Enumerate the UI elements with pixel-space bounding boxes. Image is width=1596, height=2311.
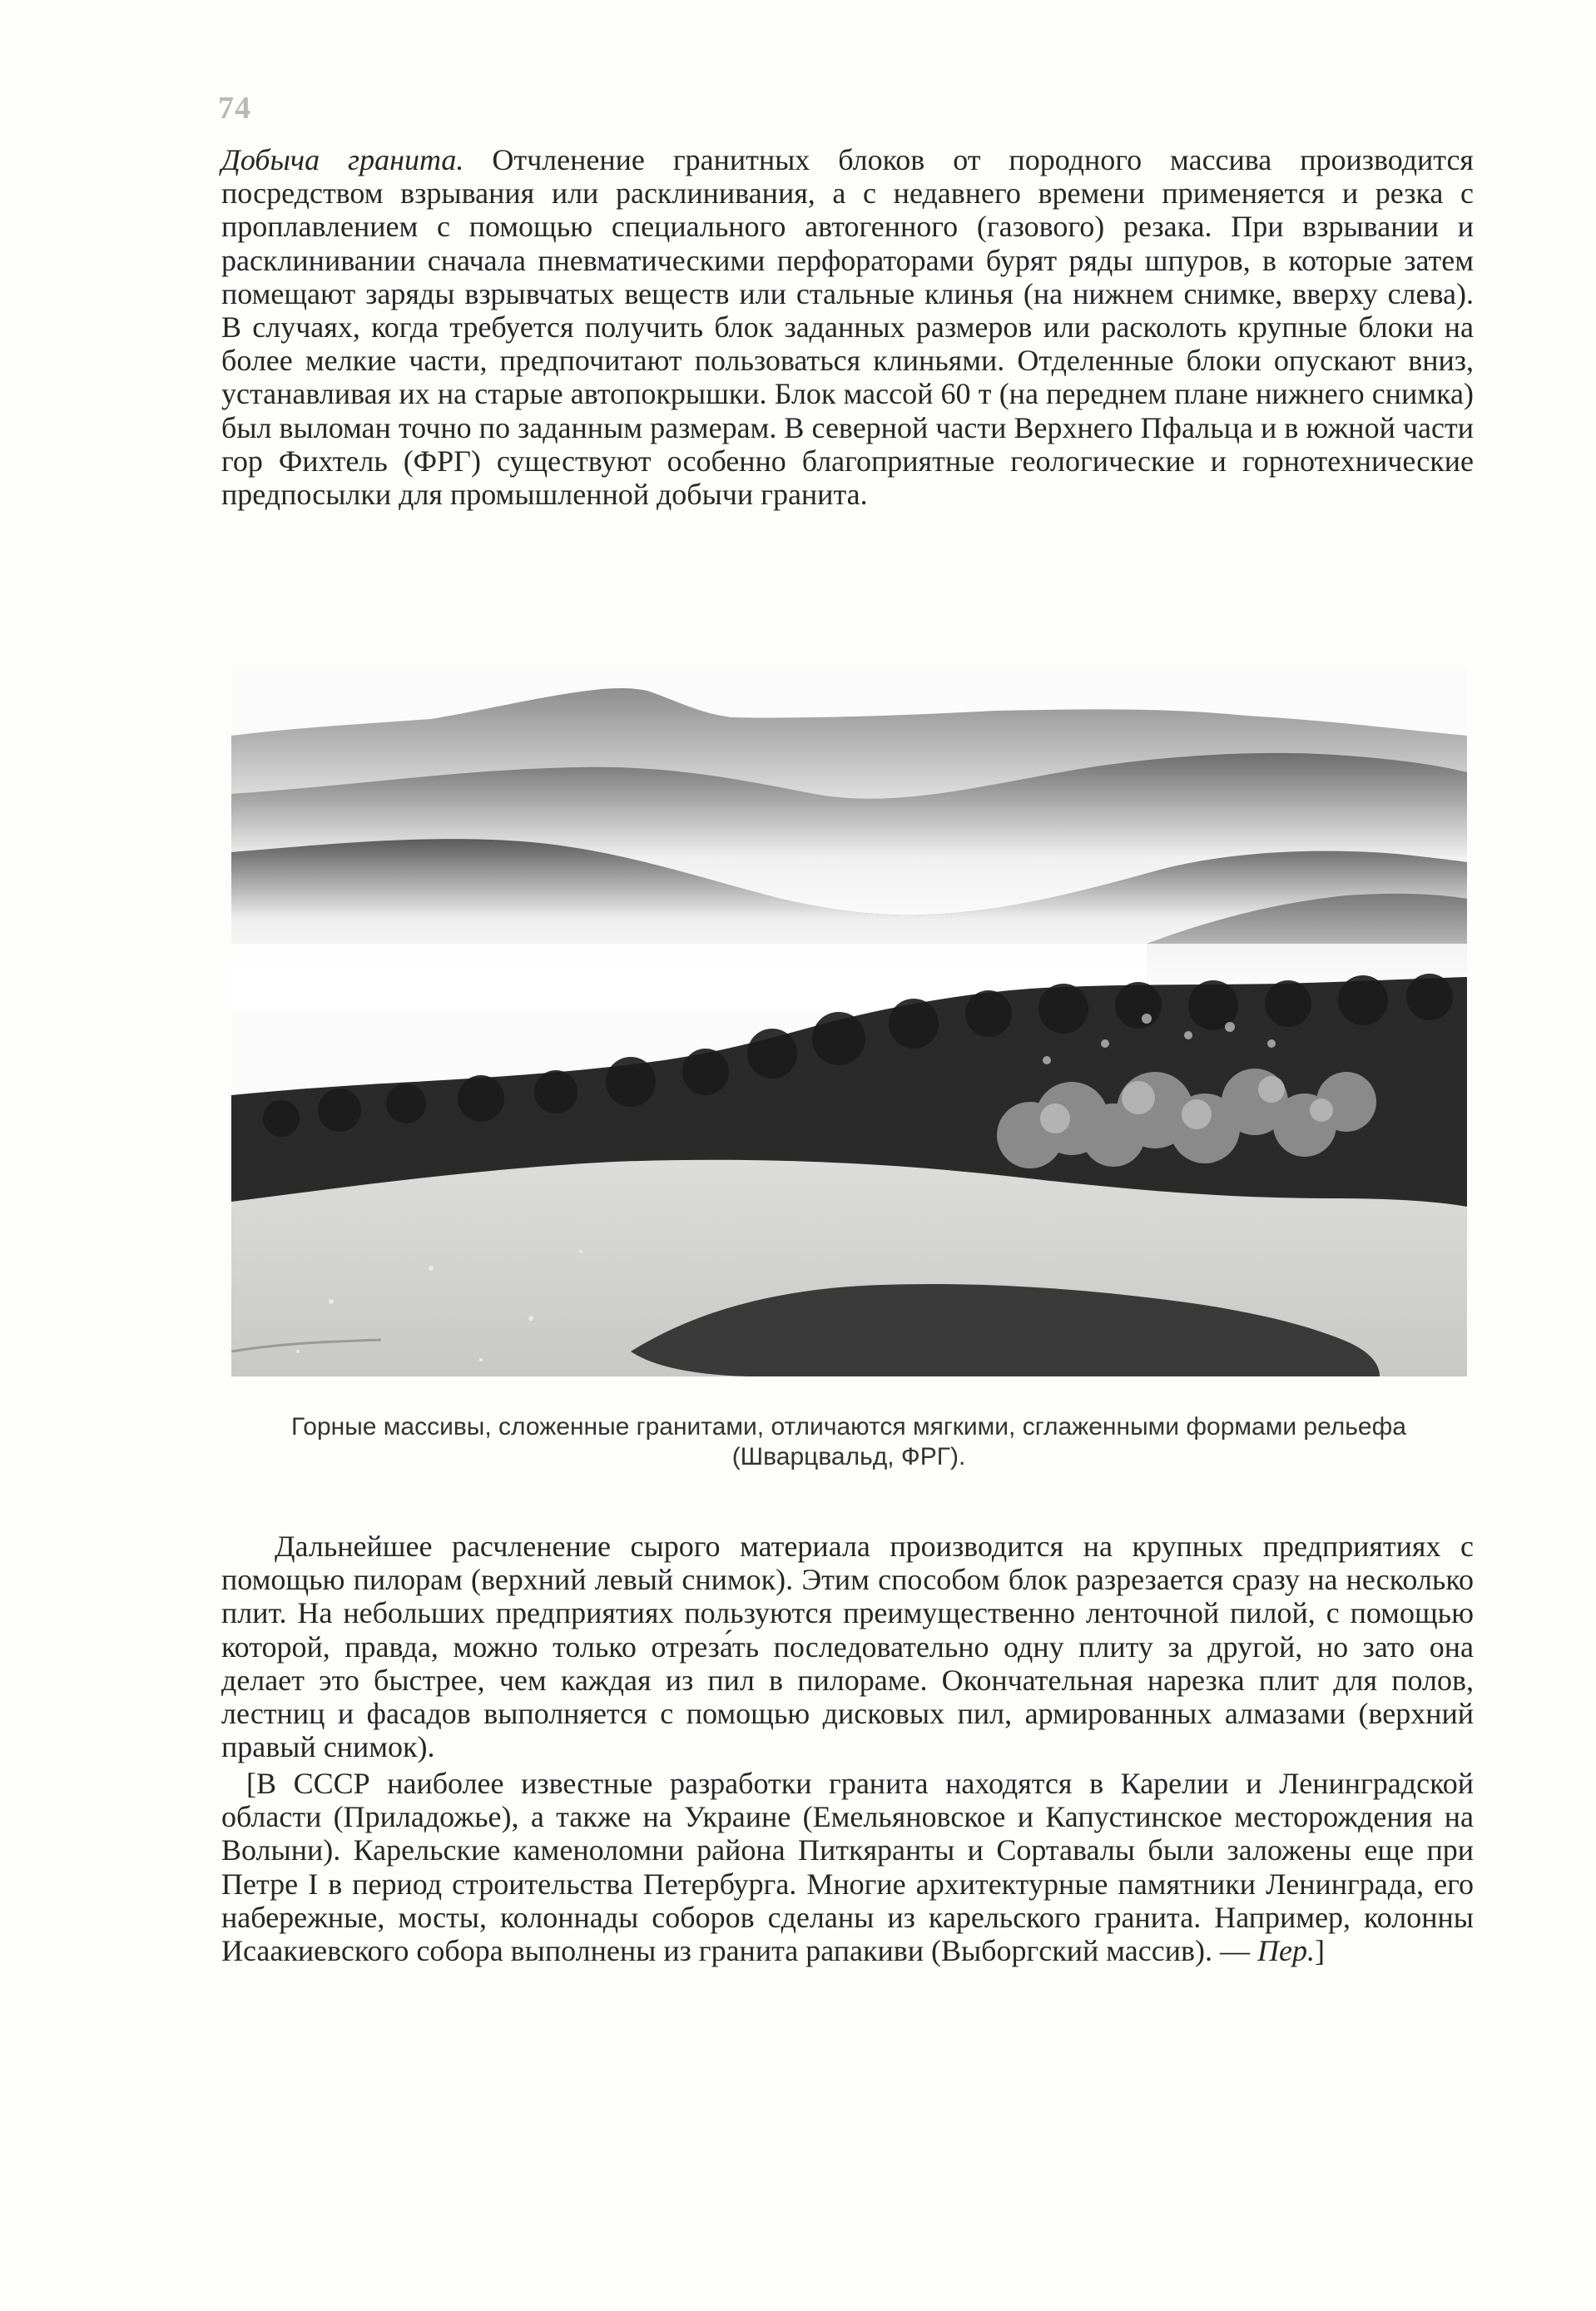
landscape-illustration [231,669,1467,1376]
figure-caption: Горные массивы, сложенные гранитами, отличаются мягкими, сглаженными формами рельефа (Шварцвальд, ФРГ). [291,1413,1406,1470]
page-number: 74 [218,91,251,126]
paragraph-body: Отчленение гранитных блоков от породного массива производится посредством взрывания или расклинивания, а с недавнего времени применяется и резка с проплавлением с помощью специального автогенного (газового) резака. При взрывании и расклинивании сначала пневматическими перфораторами бурят ряды шпуров, в которые затем помещают заряды взрывчатых веществ или стальные клинья (на нижнем снимке, вверху слева). В случаях, когда требуется получить блок заданных размеров или расколоть крупные блоки на более мелкие части, предпочитают пользоваться клиньями. Отделенные блоки опускают вниз, устанавливая их на старые автопокрышки. Блок массой 60 т (на переднем плане нижнего снимка) был выломан точно по заданным размерам. В северной части Верхнего Пфальца и в южной части гор Фихтель (ФРГ) существуют особенно благоприятные геологические и горнотехнические предпосылки для промышленной добычи гранита. [221,143,1474,512]
translator-note: Пер. [1257,1934,1315,1968]
paragraph-granite-mining [221,143,1474,511]
paragraph-body: [В СССР наиболее известные разработки гранита находятся в Карелии и Ленинградской области (Приладожье), а также на Украине (Емельяновское и Капустинское месторождения на Волыни). Карельские каменоломни района Питкяранты и Сортавалы были заложены еще при Петре I в период строительства Петербурга. Многие архитектурные памятники Ленинграда, его набережные, мосты, колоннады соборов сделаны из карельского гранита. Например, колонны Исаакиевского собора выполнены из гранита рапакиви (Выборгский массив). — [221,1767,1474,1968]
landscape-photo [231,669,1467,1376]
paragraph-lead-italic: Добыча гранита. [221,143,464,176]
closing-bracket: ] [1314,1934,1325,1968]
paragraph-ussr-note [221,1767,1474,1967]
paragraph-processing: Дальнейшее расчленение сырого материала производится на крупных предприятиях с помощью пилорам (верхний левый снимок). Этим способом блок разрезается сразу на несколько плит. На небольших предприятиях пользуются преимущественно ленточной пилой, с помощью которой, правда, можно только отреза́ть последовательно одну плиту за другой, но зато она делает это быстрее, чем каждая из пил в пилораме. Окончательная нарезка плит для полов, лестниц и фасадов выполняется с помощью дисковых пил, армированных алмазами (верхний правый снимок). [221,1530,1474,1764]
